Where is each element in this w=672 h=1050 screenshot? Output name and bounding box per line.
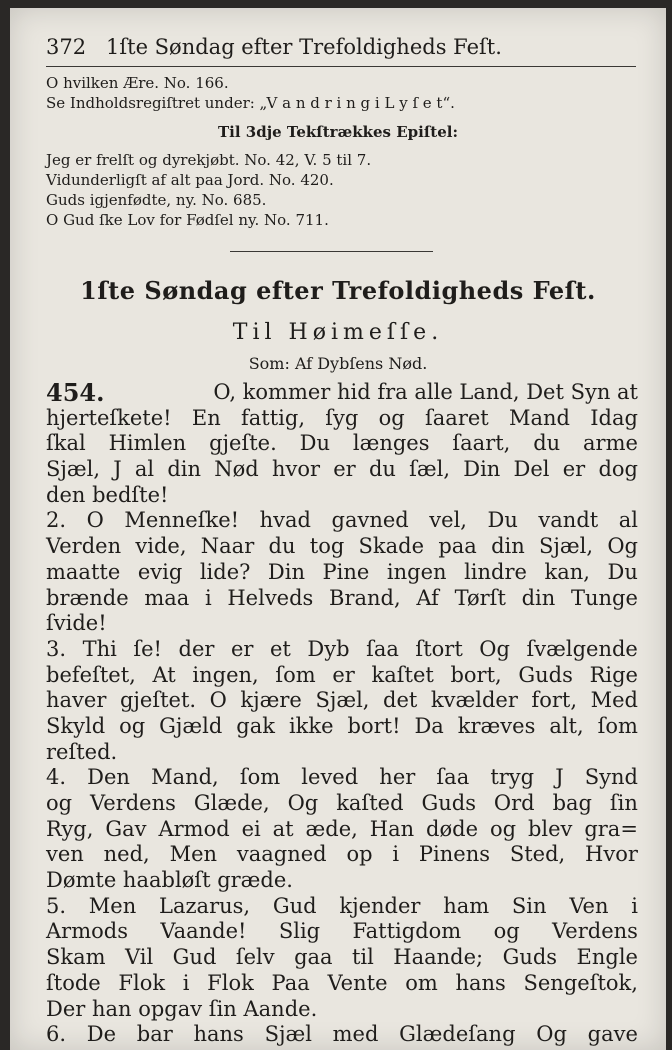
word: Flok [207, 970, 254, 995]
hymn-line [46, 688, 638, 714]
word: J [113, 457, 122, 482]
word: Nød [214, 457, 259, 482]
word: Engle [576, 945, 638, 970]
word: Ord [493, 791, 535, 815]
book-page [10, 8, 666, 1050]
hymn-first-line [46, 380, 638, 406]
word: ingen, [192, 662, 259, 687]
hymn-line [46, 945, 638, 971]
word: 4. [46, 765, 67, 790]
word: De [86, 1022, 117, 1047]
word: kaſtet [371, 662, 434, 687]
word: der [178, 636, 215, 661]
word: Og [287, 791, 319, 815]
word: evig [137, 559, 183, 584]
word: Han [369, 816, 415, 841]
word: vaagned [236, 842, 327, 867]
word: Skyld [46, 713, 106, 738]
word: hvad [259, 508, 311, 533]
word: gra= [584, 816, 638, 841]
word: gavned [331, 508, 409, 533]
hymn-line: O, kommer hid fra alle Land, Det Syn at [213, 380, 638, 404]
word: al [618, 508, 638, 533]
word: Men [169, 842, 218, 867]
hymn-number: 454. [46, 378, 105, 407]
word: døde [426, 816, 479, 841]
word: ven [46, 842, 84, 867]
word: op [346, 842, 373, 867]
page-header [46, 35, 502, 59]
word: længes [352, 431, 430, 456]
word: ſaaret [425, 405, 489, 430]
word: Pinens [418, 842, 491, 867]
word: ingen [386, 559, 447, 584]
word: Guds [502, 945, 558, 970]
word: Sjæl, [539, 534, 594, 559]
word: alt, [549, 713, 584, 738]
word: Haande; [393, 945, 484, 970]
word: Armods [46, 919, 128, 944]
word: lindre [464, 559, 527, 584]
word: din [491, 534, 525, 559]
word: Sjæl [264, 1022, 312, 1047]
word: Hvor [585, 842, 638, 867]
word: Guds [518, 662, 573, 687]
word: og [493, 919, 520, 944]
word: til [351, 945, 374, 970]
word: i [182, 970, 190, 995]
word: ned, [103, 842, 150, 867]
word: Vente [327, 970, 388, 995]
word: ſelv [235, 945, 275, 970]
word: ſtort [415, 636, 463, 661]
epistle-heading: Til 3dje Tekſtrækkes Epiſtel: [218, 123, 458, 141]
word: Mand, [151, 765, 219, 790]
word: befeſtet, [46, 662, 136, 687]
word: Glædeſang [399, 1022, 516, 1047]
word: Din [267, 559, 305, 584]
word: O [209, 688, 227, 713]
word: Og [607, 534, 638, 559]
word: 2. [46, 508, 67, 533]
word: Menneſke! [124, 508, 240, 533]
hymn-line: ſvide! [46, 611, 107, 636]
word: gjeſte. [209, 431, 277, 456]
word: er [333, 457, 356, 482]
word: og [46, 791, 73, 815]
hymn-line [46, 791, 638, 817]
word: ſtode [46, 970, 101, 995]
word: Tørſt [454, 585, 506, 610]
word: At [152, 662, 176, 687]
word: ikke [288, 713, 334, 738]
word: i [631, 893, 638, 918]
word: Gjæld [159, 713, 223, 738]
word: kræves [457, 713, 536, 738]
hymn-line [46, 406, 638, 432]
word: og [489, 816, 517, 841]
word: J [555, 765, 564, 790]
word: hjerteſkete! [46, 405, 172, 430]
word: fattig, [241, 405, 306, 430]
word: 5. [46, 893, 67, 918]
word: Vil [124, 945, 154, 970]
word: er [230, 636, 254, 661]
word: ſvælgende [526, 636, 638, 661]
word: leved [301, 765, 359, 790]
word: Gav [105, 816, 147, 841]
word: gjeſtet. [119, 688, 197, 713]
word: Flok [118, 970, 166, 995]
word: Sin [511, 893, 547, 918]
word: fort, [531, 688, 577, 713]
word: Ven [569, 893, 609, 918]
word: Sted, [509, 842, 566, 867]
cross-reference: O hvilken Ære. No. 166. [46, 74, 229, 92]
word: kjender [339, 893, 421, 918]
word: er [562, 457, 586, 482]
word: et [269, 636, 291, 661]
word: Fattigdom [352, 919, 462, 944]
word: Pine [322, 559, 370, 584]
word: din [167, 457, 202, 482]
word: Med [590, 688, 638, 713]
word: ſaa [436, 765, 470, 790]
hymn-line: Dømte haabløſt græde. [46, 868, 293, 893]
word: maa [144, 585, 190, 610]
word: 3. [46, 636, 67, 661]
word: gak [236, 713, 275, 738]
epistle-reference: O Gud ſke Lov for Fødſel ny. No. 711. [46, 211, 329, 229]
hymn-line: reſted. [46, 739, 118, 764]
hymn-line [46, 637, 638, 663]
page-number: 372 [46, 35, 87, 59]
hymn-line [46, 508, 638, 534]
word: Mand [508, 405, 570, 430]
word: ſom [239, 765, 281, 790]
word: tryg [490, 765, 535, 790]
word: kvælder [430, 688, 518, 713]
word: ſe! [133, 636, 162, 661]
word: Skam [46, 945, 106, 970]
word: Lazarus, [159, 893, 251, 918]
word: om [405, 970, 438, 995]
section-subtitle: Til Høimeſſe. [232, 320, 444, 345]
word: med [332, 1022, 379, 1047]
word: Idag [590, 405, 638, 430]
word: Sjæl, [315, 688, 370, 713]
word: Paa [271, 970, 310, 995]
word: Himlen [108, 431, 187, 456]
word: ſkal [46, 431, 86, 456]
word: Du [607, 559, 638, 584]
word: at [272, 816, 294, 841]
hymn-line [46, 894, 638, 920]
header-rule [46, 66, 636, 67]
word: ſaa [366, 636, 399, 661]
word: gave [587, 1022, 638, 1047]
word: Sengeſtok, [523, 970, 638, 995]
word: ſyg [325, 405, 359, 430]
word: dog [598, 457, 638, 482]
word: ham [443, 893, 490, 918]
word: ſæl, [409, 457, 451, 482]
hymn-line [46, 457, 638, 483]
hymn-line [46, 1022, 638, 1048]
hymn-line [46, 765, 638, 791]
hymn-line [46, 919, 638, 945]
word: Tunge [570, 585, 638, 610]
word: kaſted [336, 791, 404, 815]
hymn-text [46, 380, 638, 1048]
word: du [368, 457, 396, 482]
word: Du [299, 431, 331, 456]
word: 6. [46, 1022, 67, 1047]
word: ſom [275, 662, 316, 687]
word: Verdens [552, 919, 638, 944]
word: vandt [538, 508, 599, 533]
word: bag [552, 791, 592, 815]
word: bort, [450, 662, 502, 687]
word: hans [455, 970, 506, 995]
word: Slig [278, 919, 321, 944]
word: kjære [240, 688, 302, 713]
word: Af [416, 585, 439, 610]
running-title: 1ſte Søndag efter Trefoldigheds Feſt. [106, 35, 502, 59]
word: bar [136, 1022, 173, 1047]
word: Synd [584, 765, 638, 790]
word: er [332, 662, 355, 687]
word: og [119, 713, 146, 738]
word: æde, [305, 816, 358, 841]
word: lide? [199, 559, 251, 584]
word: hvor [271, 457, 321, 482]
word: ſom [597, 713, 638, 738]
word: Helveds [227, 585, 314, 610]
word: det [383, 688, 418, 713]
word: Sjæl, [46, 457, 101, 482]
hymn-line [46, 586, 638, 612]
melody-note: Som: Af Dybſens Nød. [248, 354, 428, 373]
section-title: 1ſte Søndag efter Trefoldigheds Feſt. [80, 276, 596, 305]
word: al [134, 457, 155, 482]
word: Naar [200, 534, 255, 559]
word: blev [527, 816, 573, 841]
word: ſin [609, 791, 638, 815]
word: ei [241, 816, 261, 841]
word: Ryg, [46, 816, 94, 841]
word: Verden [46, 534, 122, 559]
word: Skade [358, 534, 425, 559]
word: Og [536, 1022, 567, 1047]
word: Den [87, 765, 130, 790]
section-divider [230, 251, 433, 252]
hymn-line [46, 817, 638, 843]
word: her [379, 765, 416, 790]
word: paa [438, 534, 477, 559]
word: gaa [294, 945, 333, 970]
word: Thi [82, 636, 117, 661]
word: Verdens [90, 791, 176, 815]
word: Vaande! [160, 919, 247, 944]
hymn-line [46, 560, 638, 586]
word: ſaart, [452, 431, 511, 456]
word: bort! [347, 713, 401, 738]
word: Rige [589, 662, 638, 687]
word: maatte [46, 559, 121, 584]
word: O [86, 508, 104, 533]
word: kan, [544, 559, 590, 584]
word: Men [88, 893, 137, 918]
word: arme [583, 431, 638, 456]
word: Armod [158, 816, 230, 841]
epistle-reference: Guds igjenfødte, ny. No. 685. [46, 191, 267, 209]
word: haver [46, 688, 107, 713]
word: vide, [135, 534, 187, 559]
hymn-line [46, 663, 638, 689]
word: du [268, 534, 296, 559]
word: hans [193, 1022, 244, 1047]
hymn-line [46, 842, 638, 868]
hymn-line [46, 714, 638, 740]
hymn-line [46, 431, 638, 457]
cross-reference: Se Indholdsregiſtret under: „V a n d r i n g i L y ſ e t“. [46, 94, 455, 112]
word: Brand, [329, 585, 401, 610]
word: din [521, 585, 556, 610]
hymn-line: Der han opgav ſin Aande. [46, 996, 318, 1021]
word: Gud [172, 945, 217, 970]
word: Din [463, 457, 501, 482]
word: vel, [429, 508, 467, 533]
word: brænde [46, 585, 129, 610]
hymn-line [46, 534, 638, 560]
word: Du [487, 508, 518, 533]
word: Dyb [307, 636, 350, 661]
epistle-reference: Jeg er frelſt og dyrekjøbt. No. 42, V. 5 til 7. [46, 151, 372, 169]
word: Gud [272, 893, 317, 918]
word: tog [309, 534, 345, 559]
word: En [191, 405, 221, 430]
word: Glæde, [193, 791, 270, 815]
word: Guds [421, 791, 476, 815]
word: i [392, 842, 400, 867]
hymn-line: den bedſte! [46, 482, 169, 507]
word: i [204, 585, 212, 610]
hymn-line [46, 971, 638, 997]
word: og [378, 405, 405, 430]
word: Og [479, 636, 510, 661]
word: Del [513, 457, 550, 482]
word: Da [414, 713, 444, 738]
word: du [533, 431, 561, 456]
epistle-reference: Vidunderligſt af alt paa Jord. No. 420. [46, 171, 334, 189]
